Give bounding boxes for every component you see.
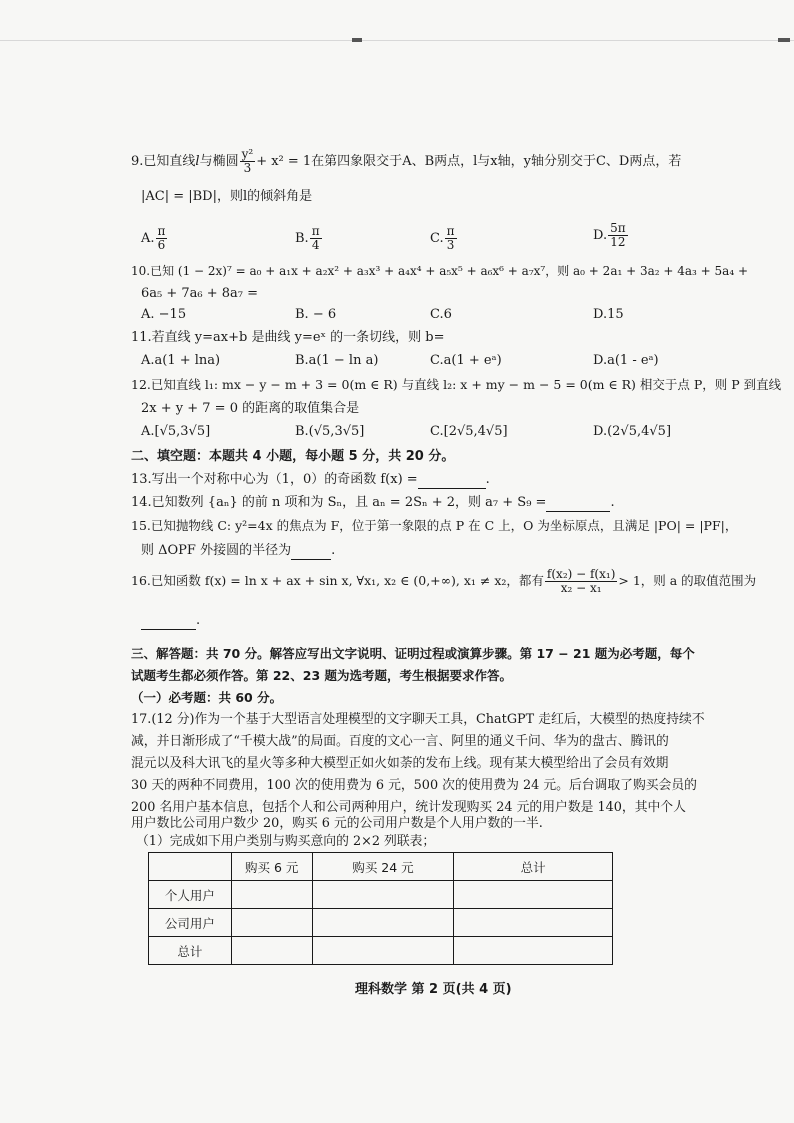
q13-text: 13.写出一个对称中心为（1，0）的奇函数 f(x) = <box>131 472 418 487</box>
q16-line1 <box>131 566 756 596</box>
q11-option-c: C.a(1 + eᵃ) <box>430 353 502 368</box>
option-label: C. <box>430 231 444 246</box>
q12-option-d: D.(2√5,4√5] <box>593 424 672 439</box>
table-row <box>149 881 613 909</box>
fraction-numerator: y² <box>241 147 254 161</box>
q9-text: 与椭圆 <box>199 154 239 169</box>
option-label: A. <box>141 231 155 246</box>
scan-mark <box>352 38 362 42</box>
fraction-denominator: 6 <box>157 238 166 252</box>
row-label: 总计 <box>149 937 232 965</box>
fraction-numerator: π <box>446 224 455 238</box>
q9-text: + x² = 1在第四象限交于 <box>256 154 403 169</box>
q12-option-a: A.[√5,3√5] <box>141 424 211 439</box>
q11-option-d: D.a(1 - eᵃ) <box>593 353 659 368</box>
q17-line: 17.(12 分)作为一个基于大型语言处理模型的文字聊天工具，ChatGPT 走红后，大模型的热度持续不 <box>131 712 705 727</box>
table-header-cell: 购买 24 元 <box>312 853 454 881</box>
scan-mark <box>778 38 790 42</box>
q16-text: 16.已知函数 f(x) = ln x + ax + sin x, ∀x₁, x₂ ∈ (0,+∞), x₁ ≠ x₂，都有 <box>131 573 544 588</box>
q17-line: 用户数比公司用户数少 20，购买 6 元的公司用户数是个人用户数的一半. <box>131 816 543 831</box>
table-cell[interactable] <box>312 881 454 909</box>
fraction-numerator: π <box>311 224 320 238</box>
fraction-numerator: f(x₂) − f(x₁) <box>546 567 616 581</box>
table-cell[interactable] <box>231 937 312 965</box>
table-header-cell: 购买 6 元 <box>231 853 312 881</box>
page-footer: 理科数学 第 2 页(共 4 页) <box>355 982 512 997</box>
table-cell[interactable] <box>231 881 312 909</box>
q14-text: 14.已知数列 {aₙ} 的前 n 项和为 Sₙ，且 aₙ = 2Sₙ + 2，则 a₇ + S₉ = <box>131 495 547 510</box>
option-fraction <box>156 225 168 252</box>
table-cell[interactable] <box>231 909 312 937</box>
q10-option-c: C.6 <box>430 307 452 322</box>
option-fraction <box>310 225 322 252</box>
row-label: 公司用户 <box>149 909 232 937</box>
option-label: D. <box>593 228 608 243</box>
q10-line1: 10.已知 (1 − 2x)⁷ = a₀ + a₁x + a₂x² + a₃x³ + a₄x⁴ + a₅x⁵ + a₆x⁶ + a₇x⁷，则 a₀ + 2a₁ + 3a₂ + 4a₃ + 5a₄ + <box>131 264 748 278</box>
section2-heading: 二、填空题：本题共 4 小题，每小题 5 分，共 20 分。 <box>131 449 455 464</box>
q12-option-c: C.[2√5,4√5] <box>430 424 508 439</box>
q15-line1: 15.已知抛物线 C: y²=4x 的焦点为 F，位于第一象限的点 P 在 C 上，O 为坐标原点，且满足 |PO| = |PF|， <box>131 518 738 533</box>
q10-option-d: D.15 <box>593 307 624 322</box>
q16-text: > 1，则 a 的取值范围为 <box>618 573 757 588</box>
q17-line: 减，并日渐形成了“千模大战”的局面。百度的文心一言、阿里的通义千问、华为的盘古、腾讯的 <box>131 734 669 749</box>
row-label: 个人用户 <box>149 881 232 909</box>
q11-line1: 11.若直线 y=ax+b 是曲线 y=eˣ 的一条切线，则 b= <box>131 330 445 345</box>
q16-fraction <box>545 568 617 595</box>
fraction-denominator: 12 <box>610 235 626 249</box>
q14-line: 14.已知数列 {aₙ} 的前 n 项和为 Sₙ，且 aₙ = 2Sₙ + 2，则 a₇ + S₉ = . <box>131 495 615 510</box>
q12-line2: 2x + y + 7 = 0 的距离的取值集合是 <box>141 401 360 416</box>
q9-text: l与x轴， <box>473 154 524 169</box>
answer-blank[interactable] <box>418 476 486 489</box>
fraction-denominator: 4 <box>311 238 320 252</box>
q11-option-a: A.a(1 + lna) <box>141 353 221 368</box>
section3-line1: 三、解答题：共 70 分。解答应写出文字说明、证明过程或演算步骤。第 17 − 21 题为必考题，每个 <box>131 646 695 661</box>
q10-option-a: A. −15 <box>141 307 187 322</box>
table-row <box>149 909 613 937</box>
q16-blank-line: . <box>141 612 200 630</box>
q10-option-b: B. − 6 <box>295 307 337 322</box>
q13-line: 13.写出一个对称中心为（1，0）的奇函数 f(x) = . <box>131 472 490 487</box>
table-cell[interactable] <box>312 937 454 965</box>
q9-text: y轴分别交于C、D两点，若 <box>523 154 682 169</box>
answer-blank[interactable] <box>291 547 331 560</box>
fraction-numerator: π <box>157 224 166 238</box>
q9-option-a <box>141 225 168 252</box>
fraction-numerator: 5π <box>610 221 626 235</box>
q9-text: A、B两点， <box>402 154 474 169</box>
table-row <box>149 937 613 965</box>
q17-subquestion-1: （1）完成如下用户类别与购买意向的 2×2 列联表； <box>136 834 436 849</box>
section3-line3: （一）必考题：共 60 分。 <box>131 690 283 705</box>
table-cell[interactable] <box>312 909 454 937</box>
q9-option-d <box>593 222 629 249</box>
q12-line1: 12.已知直线 l₁: mx − y − m + 3 = 0(m ∈ R) 与直线 l₂: x + my − m − 5 = 0(m ∈ R) 相交于点 P，则 P 到直线 <box>131 377 782 392</box>
q11-option-b: B.a(1 − ln a) <box>295 353 379 368</box>
table-header-row <box>149 853 613 881</box>
fraction-denominator: 3 <box>446 238 455 252</box>
q9-text: l <box>195 154 200 169</box>
table-header-cell: 总计 <box>454 853 613 881</box>
fraction-denominator: x₂ − x₁ <box>560 581 602 595</box>
answer-blank[interactable] <box>141 617 196 630</box>
option-label: B. <box>295 231 309 246</box>
table-cell[interactable] <box>454 909 613 937</box>
q9-fraction <box>240 148 256 175</box>
q9-text: 9.已知直线 <box>131 154 196 169</box>
q9-line1 <box>131 148 681 175</box>
fraction-denominator: 3 <box>243 161 252 175</box>
section3-line2: 试题考生都必须作答。第 22、23 题为选考题，考生根据要求作答。 <box>131 668 512 683</box>
q17-line: 混元以及科大讯飞的星火等多种大模型正如火如荼的发布上线。现有某大模型给出了会员有效期 <box>131 756 669 771</box>
q9-option-c <box>430 225 458 252</box>
q10-line2: 6a₅ + 7a₆ + 8a₇ = <box>141 286 259 301</box>
answer-blank[interactable] <box>546 499 610 512</box>
q17-line: 30 天的两种不同费用，100 次的使用费为 6 元，500 次的使用费为 24 元。后台调取了购买会员的 <box>131 778 697 793</box>
q15-text: 则 ΔOPF 外接圆的半径为 <box>141 543 292 558</box>
table-cell[interactable] <box>454 937 613 965</box>
option-fraction <box>608 222 628 249</box>
q12-option-b: B.(√5,3√5] <box>295 424 365 439</box>
contingency-table <box>148 852 613 965</box>
option-fraction <box>445 225 457 252</box>
scan-edge-line <box>0 40 794 41</box>
table-header-cell <box>149 853 232 881</box>
q9-line2: |AC| = |BD|，则l的倾斜角是 <box>141 189 313 204</box>
q9-option-b <box>295 225 323 252</box>
q15-line2: 则 ΔOPF 外接圆的半径为 . <box>141 543 336 558</box>
table-cell[interactable] <box>454 881 613 909</box>
q17-line: 200 名用户基本信息，包括个人和公司两种用户，统计发现购买 24 元的用户数是 140，其中个人 <box>131 800 686 815</box>
